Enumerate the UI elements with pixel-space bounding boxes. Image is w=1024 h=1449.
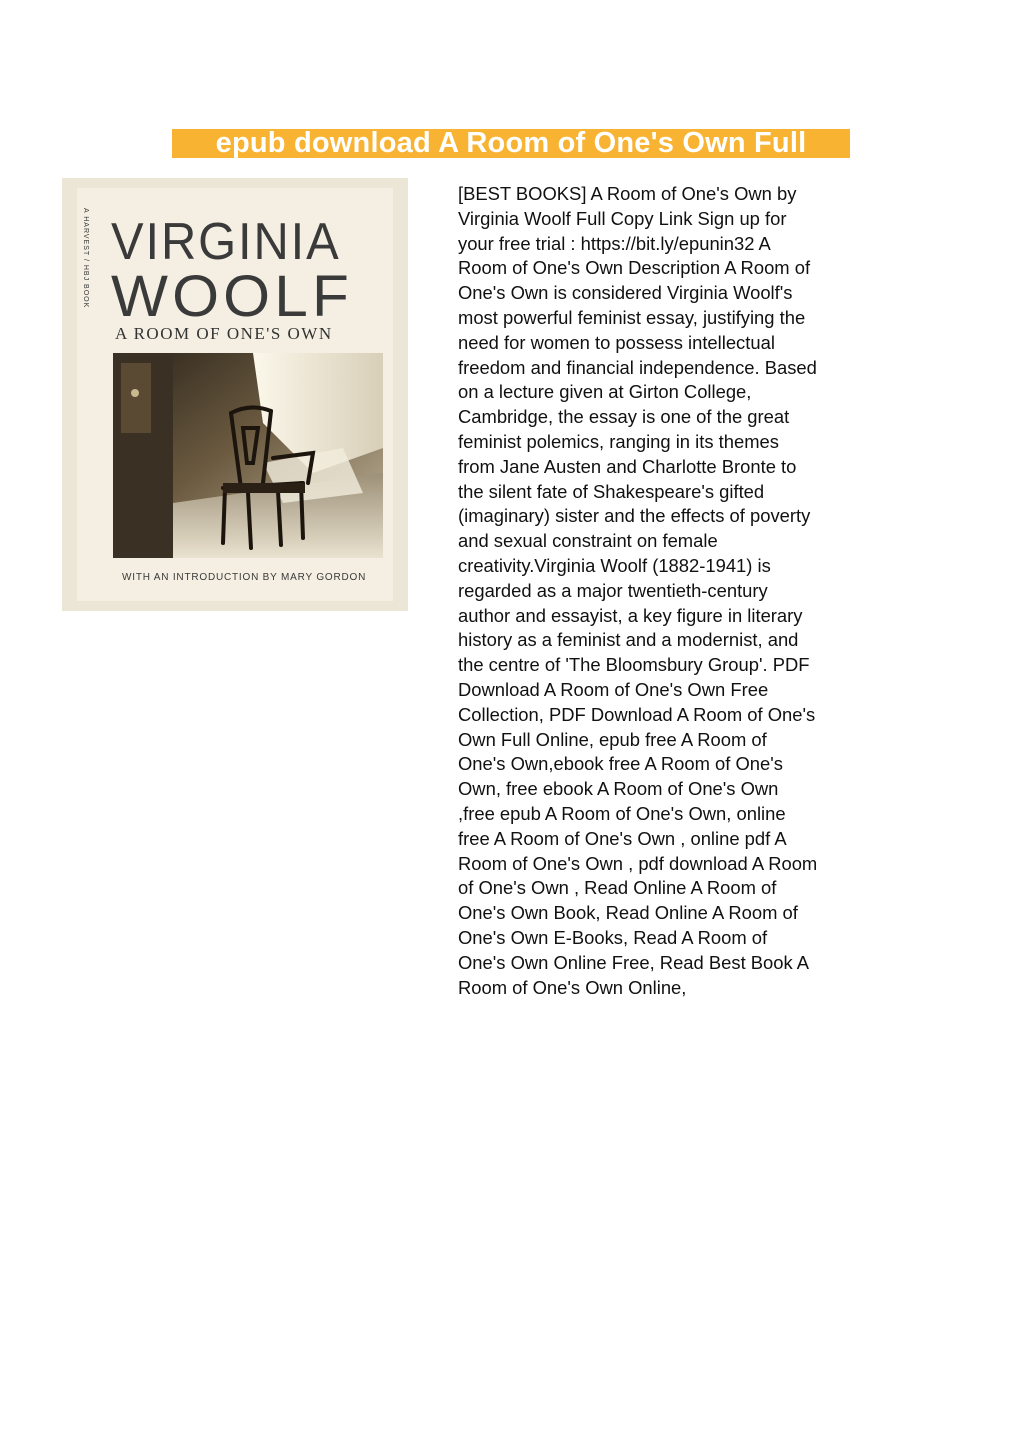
title-banner — [172, 129, 850, 158]
book-description: [BEST BOOKS] A Room of One's Own by Virginia Woolf Full Copy Link Sign up for your free trial : https://bit.ly/epunin32 A Room of One's Own Description A Room of One's Own is considered Virginia Woolf's most powerful feminist essay, justifying the need for women to possess intellectual freedom and financial independence. Based on a lecture given at Girton College, Cambridge, the essay is one of the great feminist polemics, ranging in its themes from Jane Austen and Charlotte Bronte to the silent fate of Shakespeare's gifted (imaginary) sister and the effects of poverty and sexual constraint on female creativity.Virginia Woolf (1882-1941) is regarded as a major twentieth-century author and essayist, a key figure in literary history as a feminist and a modernist, and the centre of 'The Bloomsbury Group'. PDF Download A Room of One's Own Free Collection, PDF Download A Room of One's Own Full Online, epub free A Room of One's Own,ebook free A Room of One's Own, free ebook A Room of One's Own ,free epub A Room of One's Own, online free A Room of One's Own , online pdf A Room of One's Own , pdf download A Room of One's Own , Read Online A Room of One's Own Book, Read Online A Room of One's Own E-Books, Read A Room of One's Own Online Free, Read Best Book A Room of One's Own Online, — [458, 183, 818, 998]
cover-author-last-name: WOOLF — [111, 264, 353, 329]
cover-introduction-credit: WITH AN INTRODUCTION BY MARY GORDON — [122, 572, 367, 583]
cover-author-first-name: VIRGINIA — [111, 213, 341, 271]
book-cover-panel — [77, 188, 393, 601]
book-cover-image — [62, 178, 408, 611]
cover-book-title: A ROOM OF ONE'S OWN — [115, 324, 333, 343]
page-title: epub download A Room of One's Own Full — [215, 129, 807, 158]
cover-spine-text: A HARVEST / HBJ BOOK — [82, 208, 89, 309]
cover-chair-illustration — [113, 353, 383, 558]
